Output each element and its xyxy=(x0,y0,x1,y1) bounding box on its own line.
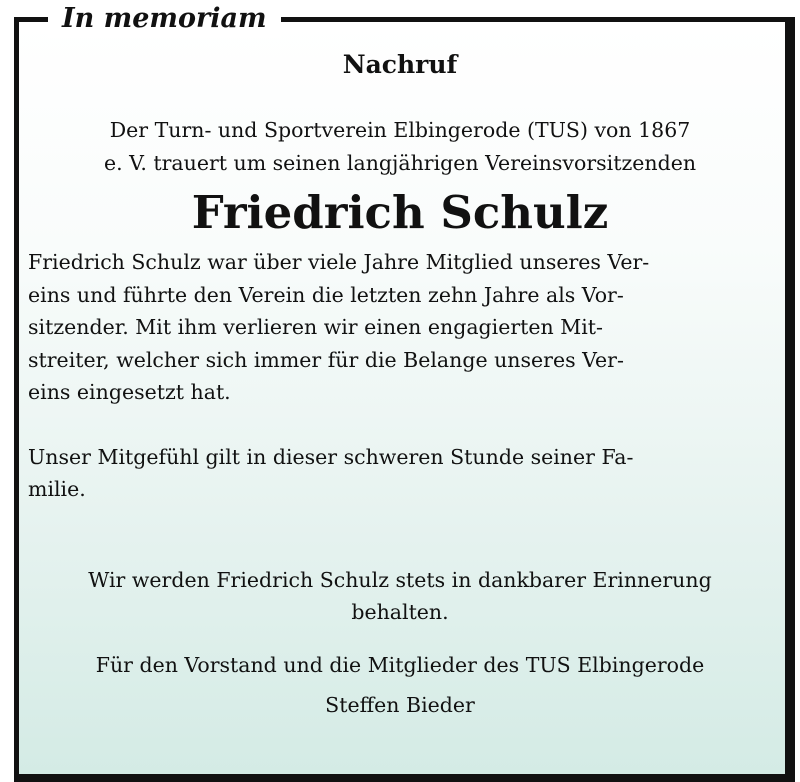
paragraph-condolence xyxy=(28,441,772,506)
intro-line: Der Turn- und Sportverein Elbingerode (TUS) von 1867 xyxy=(109,118,691,142)
header-label: In memoriam xyxy=(48,0,281,38)
paragraph-line: eins und führte den Verein die letzten zehn Jahre als Vor- xyxy=(28,282,624,307)
notice-title: Nachruf xyxy=(342,50,458,79)
paragraph-line: streiter, welcher sich immer für die Belange unseres Ver- xyxy=(28,347,624,372)
intro-line: e. V. trauert um seinen langjährigen Vereinsvorsitzenden xyxy=(103,151,697,175)
notice-content xyxy=(28,38,772,725)
signature-block xyxy=(28,645,772,725)
paragraph-tribute xyxy=(28,246,772,409)
intro-text xyxy=(28,114,772,180)
deceased-name: Friedrich Schulz xyxy=(191,186,609,239)
paragraph-line: milie. xyxy=(28,477,86,501)
paragraph-line: eins eingesetzt hat. xyxy=(28,380,231,404)
paragraph-remembrance xyxy=(28,564,772,629)
paragraph-line: Unser Mitgefühl gilt in dieser schweren Stunde seiner Fa- xyxy=(28,444,634,469)
paragraph-line: sitzender. Mit ihm verlieren wir einen engagierten Mit- xyxy=(28,315,603,339)
paragraph-line: Wir werden Friedrich Schulz stets in dankbarer Erinnerung xyxy=(88,567,712,592)
paragraph-line: behalten. xyxy=(351,600,449,624)
signature-organization: Für den Vorstand und die Mitglieder des TUS Elbingerode xyxy=(95,652,705,677)
signature-name: Steffen Bieder xyxy=(325,692,475,717)
paragraph-line: Friedrich Schulz war über viele Jahre Mitglied unseres Ver- xyxy=(28,250,650,274)
